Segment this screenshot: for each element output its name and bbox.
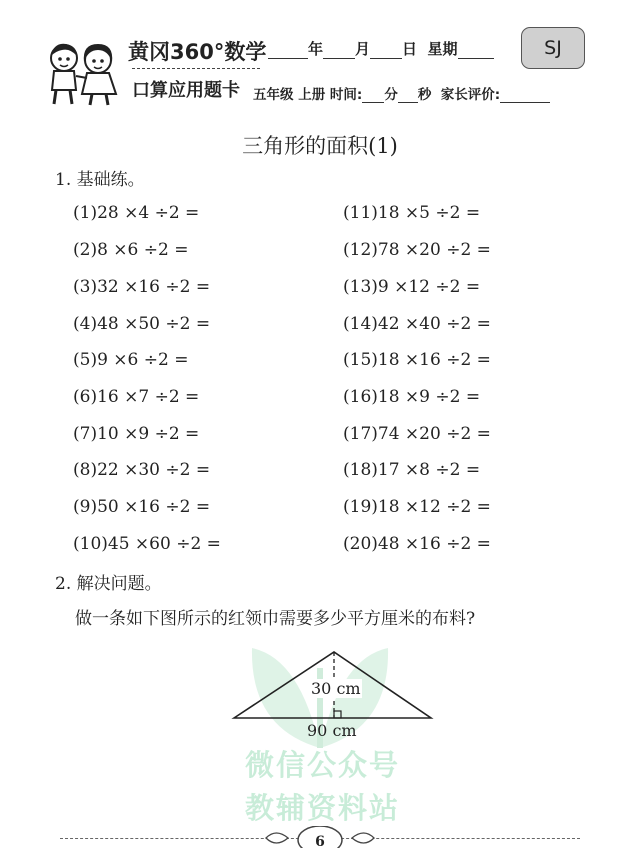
- weekday-label: 星期: [427, 40, 458, 58]
- exercise-13: (13)9 ×12 ÷2 =: [343, 277, 481, 297]
- parent-eval-blank[interactable]: [500, 86, 550, 103]
- watermark-text-1: 微信公众号: [245, 748, 401, 782]
- brand-divider: [132, 68, 260, 69]
- time-label: 时间:: [329, 87, 363, 103]
- exercise-16: (16)18 ×9 ÷2 =: [343, 387, 481, 407]
- exercise-9: (9)50 ×16 ÷2 =: [73, 497, 211, 517]
- exercise-7: (7)10 ×9 ÷2 =: [73, 424, 200, 444]
- exercise-8: (8)22 ×30 ÷2 =: [73, 460, 211, 480]
- sj-badge: SJ: [521, 27, 585, 69]
- problem-text: 做一条如下图所示的红领巾需要多少平方厘米的布料?: [75, 609, 476, 629]
- exercise-17: (17)74 ×20 ÷2 =: [343, 424, 491, 444]
- exercise-20: (20)48 ×16 ÷2 =: [343, 534, 491, 554]
- second-label: 秒: [417, 87, 432, 103]
- section-2-heading: 2. 解决问题。: [55, 574, 162, 594]
- month-label: 月: [355, 40, 371, 58]
- minute-label: 分: [384, 87, 398, 103]
- exercise-1: (1)28 ×4 ÷2 =: [73, 203, 200, 223]
- section-1-heading: 1. 基础练。: [55, 170, 145, 190]
- watermark-text-2: 教辅资料站: [245, 791, 401, 825]
- exercise-4: (4)48 ×50 ÷2 =: [73, 314, 211, 334]
- exercise-18: (18)17 ×8 ÷2 =: [343, 460, 481, 480]
- exercise-19: (19)18 ×12 ÷2 =: [343, 497, 491, 517]
- exercise-14: (14)42 ×40 ÷2 =: [343, 314, 491, 334]
- brand-subtitle: 口算应用题卡: [132, 80, 240, 101]
- parent-eval-label: 家长评价:: [440, 87, 501, 103]
- day-blank[interactable]: [370, 42, 402, 59]
- info-line: [253, 83, 550, 103]
- month-blank[interactable]: [323, 42, 355, 59]
- exercise-10: (10)45 ×60 ÷2 =: [73, 534, 221, 554]
- kids-mascot-illustration: [42, 38, 128, 108]
- right-angle-mark: [334, 711, 341, 718]
- base-label: 90 cm: [307, 721, 357, 740]
- date-line: [268, 38, 494, 59]
- grade-label: 五年级: [253, 87, 294, 103]
- exercise-2: (2)8 ×6 ÷2 =: [73, 240, 189, 260]
- minute-blank[interactable]: [362, 86, 384, 103]
- brand-title: 黄冈360°数学: [128, 40, 267, 64]
- exercise-3: (3)32 ×16 ÷2 =: [73, 277, 211, 297]
- exercise-6: (6)16 ×7 ÷2 =: [73, 387, 200, 407]
- exercise-5: (5)9 ×6 ÷2 =: [73, 350, 189, 370]
- exercise-12: (12)78 ×20 ÷2 =: [343, 240, 491, 260]
- second-blank[interactable]: [398, 86, 418, 103]
- year-blank[interactable]: [268, 42, 308, 59]
- height-label: 30 cm: [311, 679, 361, 698]
- weekday-blank[interactable]: [458, 42, 494, 59]
- day-label: 日: [402, 40, 418, 58]
- page-number: 6: [315, 834, 325, 850]
- exercise-11: (11)18 ×5 ÷2 =: [343, 203, 481, 223]
- year-label: 年: [308, 40, 324, 58]
- page-title: 三角形的面积(1): [242, 134, 398, 158]
- term-label: 上册: [298, 87, 326, 103]
- exercise-15: (15)18 ×16 ÷2 =: [343, 350, 491, 370]
